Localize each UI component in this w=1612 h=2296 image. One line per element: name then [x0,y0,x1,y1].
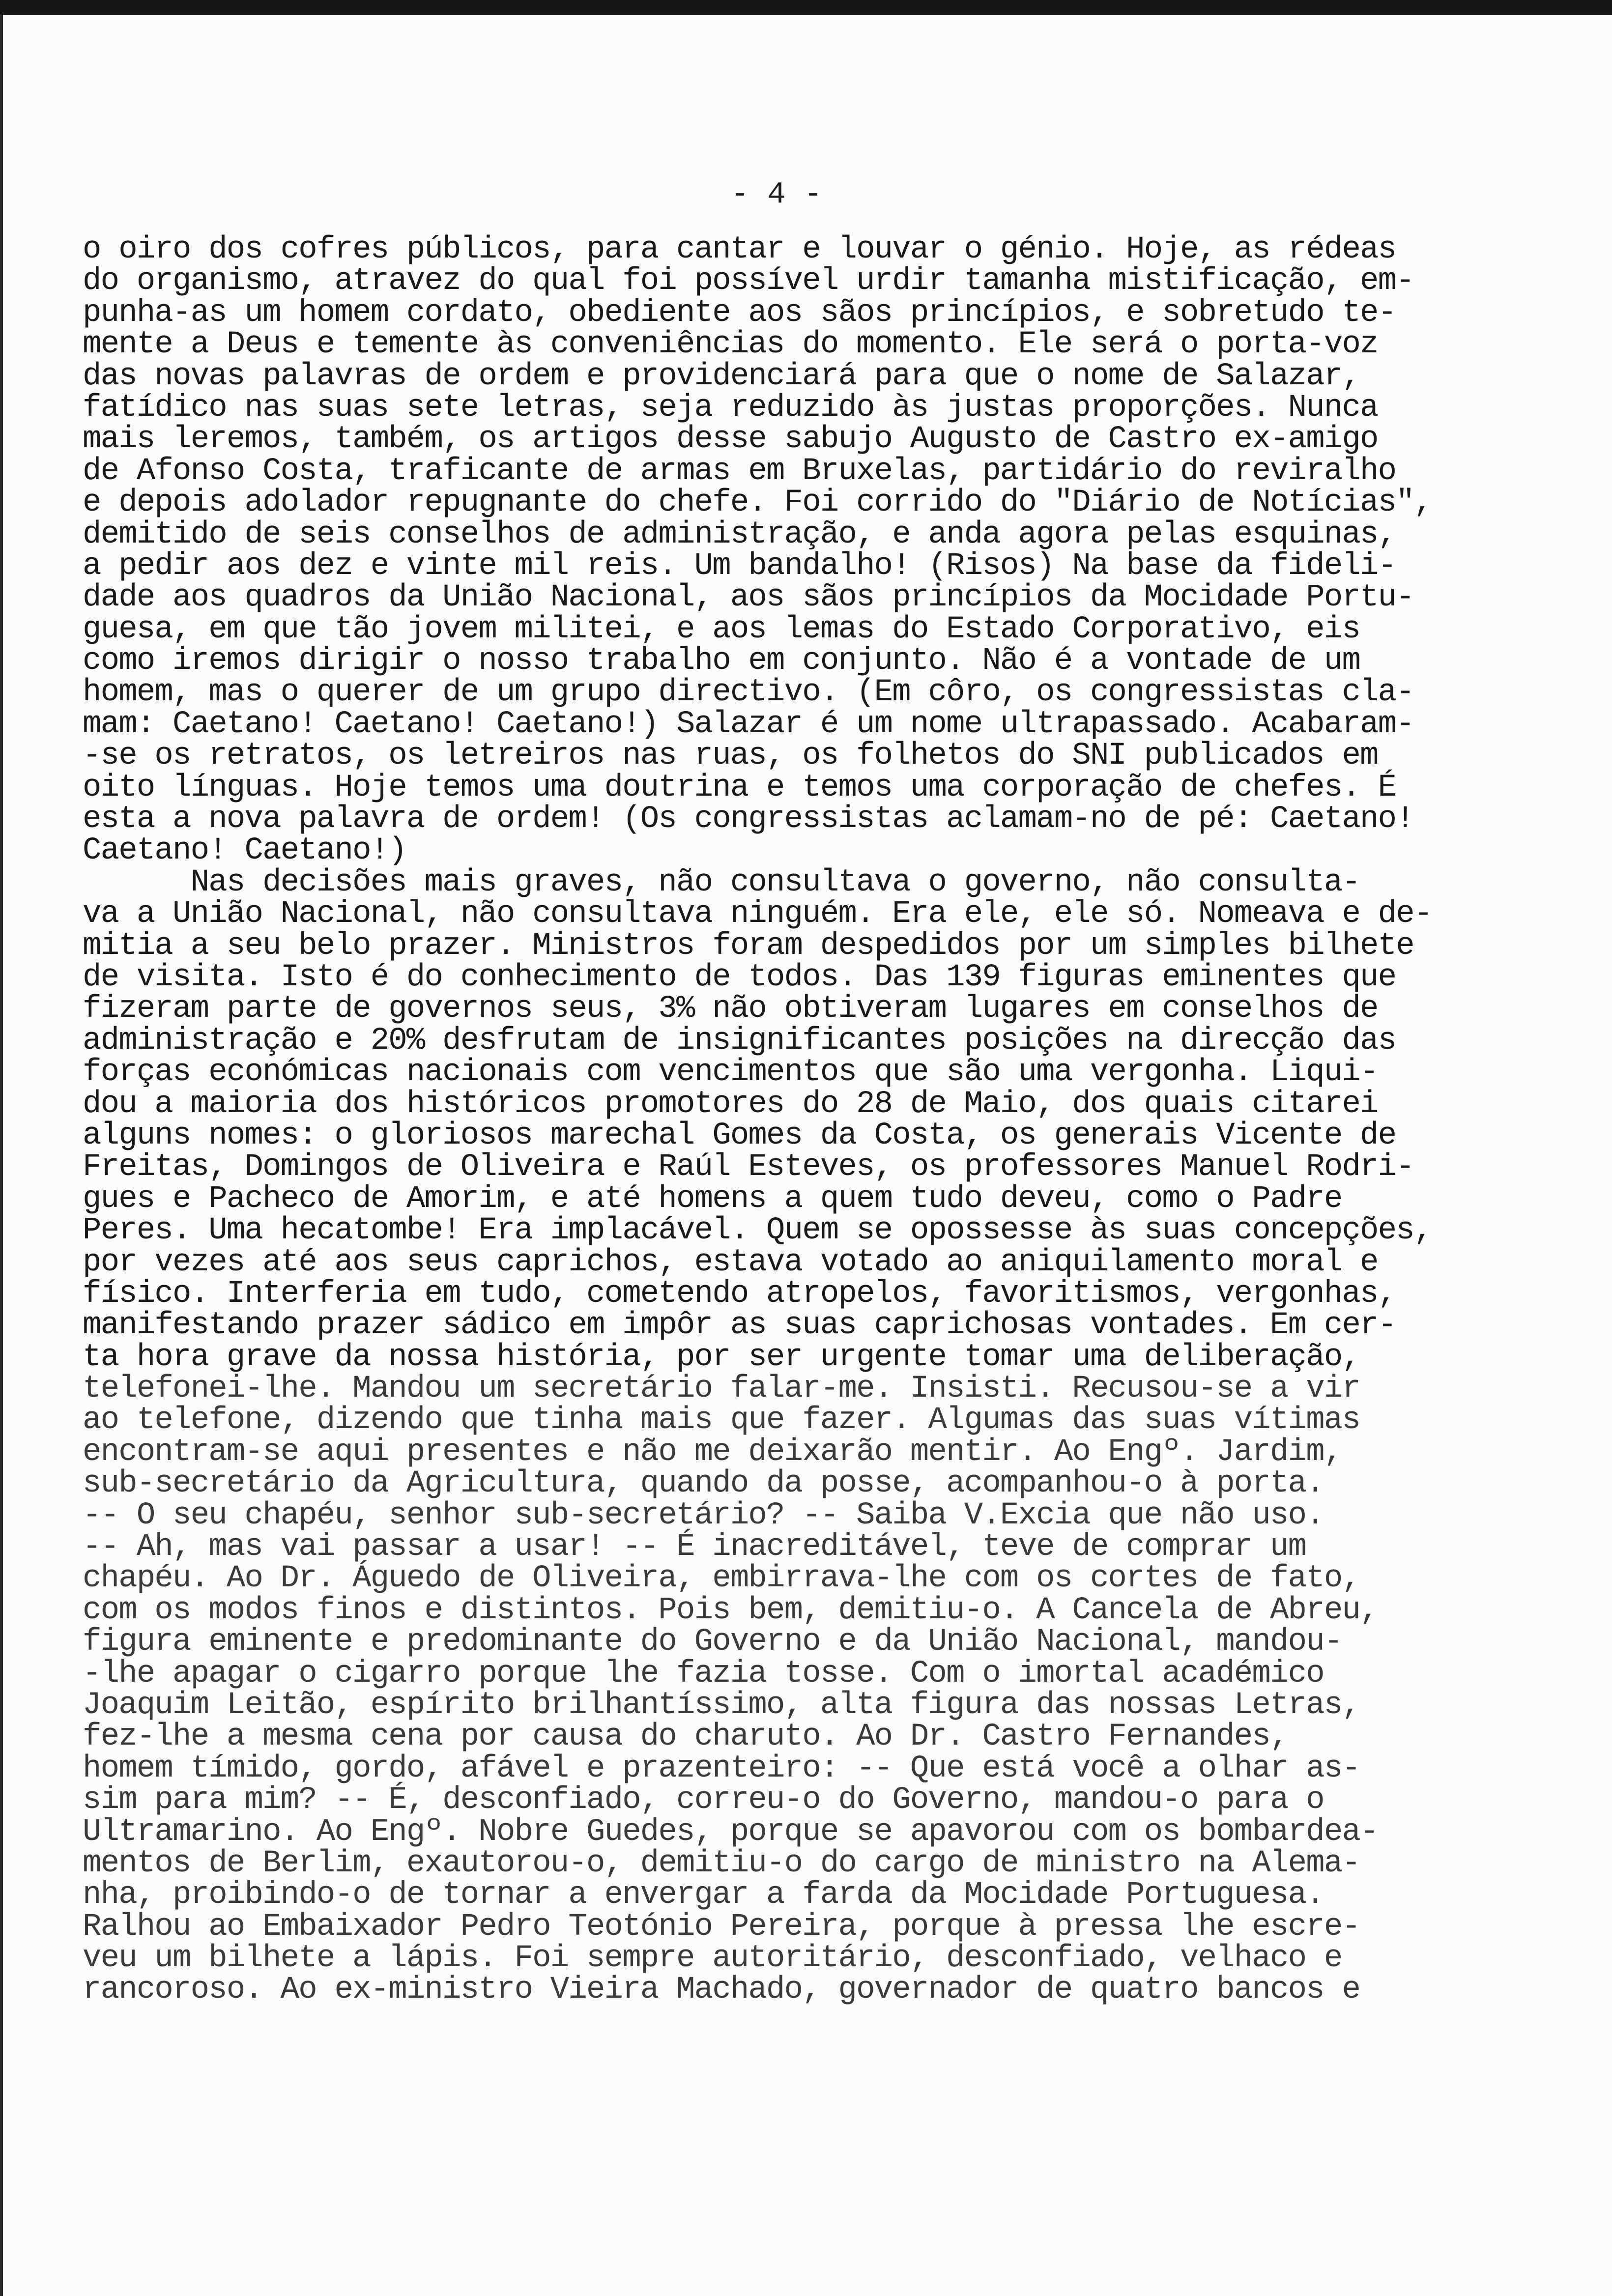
text-line: rancoroso. Ao ex-ministro Vieira Machado, governador de quatro bancos e [83,1972,1360,2008]
text-line: oito línguas. Hoje temos uma doutrina e temos uma corporação de chefes. É [83,770,1396,805]
text-line: do organismo, atravez do qual foi possível urdir tamanha mistificação, em- [83,263,1414,299]
text-line: telefonei-lhe. Mandou um secretário falar-me. Insisti. Recusou-se a vir [83,1371,1360,1407]
text-line: mais leremos, também, os artigos desse sabujo Augusto de Castro ex-amigo [83,422,1378,458]
text-line: -lhe apagar o cigarro porque lhe fazia tosse. Com o imortal académico [83,1656,1324,1692]
text-line: Freitas, Domingos de Oliveira e Raúl Esteves, os professores Manuel Rodri- [83,1149,1414,1185]
text-line: veu um bilhete a lápis. Foi sempre autoritário, desconfiado, velhaco e [83,1941,1342,1977]
text-line: guesa, em que tão jovem militei, e aos lemas do Estado Corporativo, eis [83,611,1360,647]
text-line: mente a Deus e temente às conveniências do momento. Ele será o porta-voz [83,327,1378,363]
text-line: a pedir aos dez e vinte mil reis. Um bandalho! (Risos) Na base da fideli- [83,548,1396,584]
text-line: físico. Interferia em tudo, cometendo atropelos, favoritismos, vergonhas, [83,1276,1396,1312]
text-line: ta hora grave da nossa história, por ser urgente tomar uma deliberação, [83,1339,1360,1375]
typed-body-text [83,234,1586,2006]
text-line: Nas decisões mais graves, não consultava o governo, não consulta- [83,864,1360,900]
text-line: esta a nova palavra de ordem! (Os congressistas aclamam-no de pé: Caetano! [83,802,1414,837]
text-line: mentos de Berlim, exautorou-o, demitiu-o do cargo de ministro na Alema- [83,1845,1360,1881]
text-line: mitia a seu belo prazer. Ministros foram despedidos por um simples bilhete [83,928,1414,964]
text-line: por vezes até aos seus caprichos, estava votado ao aniquilamento moral e [83,1244,1378,1280]
text-line: fatídico nas suas sete letras, seja reduzido às justas proporções. Nunca [83,390,1378,426]
text-line: homem tímido, gordo, afável e prazenteiro: -- Que está você a olhar as- [83,1751,1360,1786]
text-line: Peres. Uma hecatombe! Era implacável. Quem se opossesse às suas concepções, [83,1213,1432,1249]
text-line: com os modos finos e distintos. Pois bem, demitiu-o. A Cancela de Abreu, [83,1592,1378,1628]
text-line: Ultramarino. Ao Engº. Nobre Guedes, porque se apavorou com os bombardea- [83,1814,1378,1850]
text-line: dade aos quadros da União Nacional, aos sãos princípios da Mocidade Portu- [83,580,1414,616]
text-line: Caetano! Caetano!) [83,833,406,869]
text-line: forças económicas nacionais com vencimentos que são uma vergonha. Liqui- [83,1055,1378,1091]
text-line: Ralhou ao Embaixador Pedro Teotónio Pereira, porque à pressa lhe escre- [83,1909,1360,1945]
top-border-rule [0,0,1612,15]
text-line: sub-secretário da Agricultura, quando da posse, acompanhou-o à porta. [83,1466,1324,1502]
text-line: demitido de seis conselhos de administração, e anda agora pelas esquinas, [83,517,1396,552]
text-line: e depois adolador repugnante do chefe. Foi corrido do "Diário de Notícias", [83,485,1432,521]
text-line: de visita. Isto é do conhecimento de todos. Das 139 figuras eminentes que [83,959,1396,995]
text-line: manifestando prazer sádico em impôr as suas caprichosas vontades. Em cer- [83,1308,1396,1344]
text-line: va a União Nacional, não consultava ninguém. Era ele, ele só. Nomeava e de- [83,896,1432,932]
text-line: administração e 20% desfrutam de insignificantes posições na direcção das [83,1023,1396,1059]
text-line: punha-as um homem cordato, obediente aos sãos princípios, e sobretudo te- [83,295,1396,331]
text-line: o oiro dos cofres públicos, para cantar e louvar o génio. Hoje, as rédeas [83,232,1396,267]
page-number: - 4 - [730,177,823,212]
text-line: encontram-se aqui presentes e não me deixarão mentir. Ao Engº. Jardim, [83,1434,1342,1470]
text-line: -se os retratos, os letreiros nas ruas, os folhetos do SNI publicados em [83,738,1378,774]
text-line: dou a maioria dos históricos promotores do 28 de Maio, dos quais citarei [83,1086,1378,1122]
text-line: gues e Pacheco de Amorim, e até homens a quem tudo deveu, como o Padre [83,1181,1342,1217]
text-line: fizeram parte de governos seus, 3% não obtiveram lugares em conselhos de [83,991,1378,1027]
text-line: como iremos dirigir o nosso trabalho em conjunto. Não é a vontade de um [83,643,1360,679]
text-line: chapéu. Ao Dr. Águedo de Oliveira, embirrava-lhe com os cortes de fato, [83,1561,1360,1597]
text-line: Joaquim Leitão, espírito brilhantíssimo, alta figura das nossas Letras, [83,1687,1360,1723]
text-line: de Afonso Costa, traficante de armas em Bruxelas, partidário do reviralho [83,453,1396,489]
text-line: sim para mim? -- É, desconfiado, correu-o do Governo, mandou-o para o [83,1782,1324,1818]
text-line: -- O seu chapéu, senhor sub-secretário? -- Saiba V.Excia que não uso. [83,1497,1324,1533]
text-line: nha, proibindo-o de tornar a envergar a farda da Mocidade Portuguesa. [83,1877,1324,1913]
text-line: -- Ah, mas vai passar a usar! -- É inacreditável, teve de comprar um [83,1529,1306,1565]
text-line: das novas palavras de ordem e providenciará para que o nome de Salazar, [83,358,1360,394]
text-line: ao telefone, dizendo que tinha mais que fazer. Algumas das suas vítimas [83,1403,1360,1438]
text-line: alguns nomes: o gloriosos marechal Gomes da Costa, os generais Vicente de [83,1118,1396,1153]
text-line: mam: Caetano! Caetano! Caetano!) Salazar é um nome ultrapassado. Acabaram- [83,706,1414,742]
text-line: fez-lhe a mesma cena por causa do charuto. Ao Dr. Castro Fernandes, [83,1719,1288,1755]
left-page-edge [0,15,3,2296]
text-line: figura eminente e predominante do Governo e da União Nacional, mandou- [83,1624,1342,1660]
text-line: homem, mas o querer de um grupo directivo. (Em côro, os congressistas cla- [83,675,1414,711]
